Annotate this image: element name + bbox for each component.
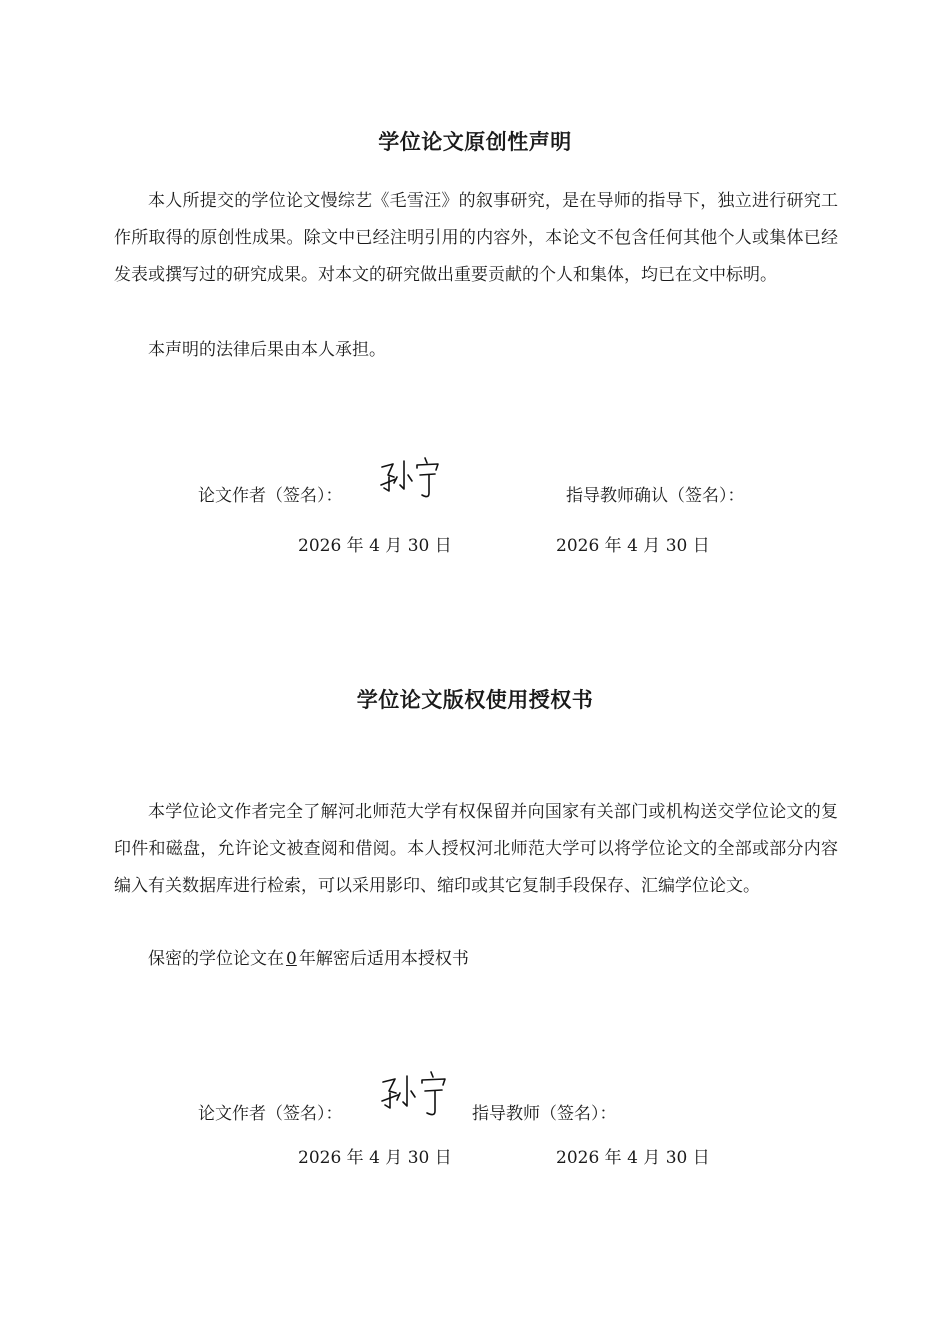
originality-author-date: 2026 年 4 月 30 日	[298, 536, 452, 556]
copyright-paragraph-1: 本学位论文作者完全了解河北师范大学有权保留并向国家有关部门或机构送交学位论文的复印件和磁盘，允许论文被查阅和借阅。本人授权河北师范大学可以将学位论文的全部或部分内容编入有关数据库进行检索，可以采用影印、缩印或其它复制手段保存、汇编学位论文。	[114, 802, 838, 896]
author-signature-2	[378, 1068, 458, 1122]
originality-paragraph-2: 本声明的法律后果由本人承担。	[148, 340, 386, 360]
copyright-advisor-label: 指导教师（签名）：	[472, 1104, 617, 1124]
copyright-author-date: 2026 年 4 月 30 日	[298, 1148, 452, 1168]
confidential-years: 0	[286, 949, 297, 969]
confidential-suffix: 年解密后适用本授权书	[298, 949, 469, 969]
author-signature-1	[378, 455, 448, 505]
originality-advisor-label: 指导教师确认（签名）：	[566, 486, 745, 506]
originality-advisor-date: 2026 年 4 月 30 日	[556, 536, 710, 556]
originality-paragraph-1: 本人所提交的学位论文慢综艺《毛雪汪》的叙事研究，是在导师的指导下，独立进行研究工作所取得的原创性成果。除文中已经注明引用的内容外，本论文不包含任何其他个人或集体已经发表或撰写过的研究成果。对本文的研究做出重要贡献的个人和集体，均已在文中标明。	[114, 191, 838, 285]
copyright-paragraph-2	[114, 941, 838, 978]
copyright-advisor-date: 2026 年 4 月 30 日	[556, 1148, 710, 1168]
originality-author-label: 论文作者（签名）：	[198, 486, 343, 506]
confidential-prefix: 保密的学位论文在	[148, 949, 284, 969]
copyright-author-label: 论文作者（签名）：	[198, 1104, 343, 1124]
copyright-title: 学位论文版权使用授权书	[356, 688, 594, 712]
originality-title: 学位论文原创性声明	[378, 130, 572, 154]
